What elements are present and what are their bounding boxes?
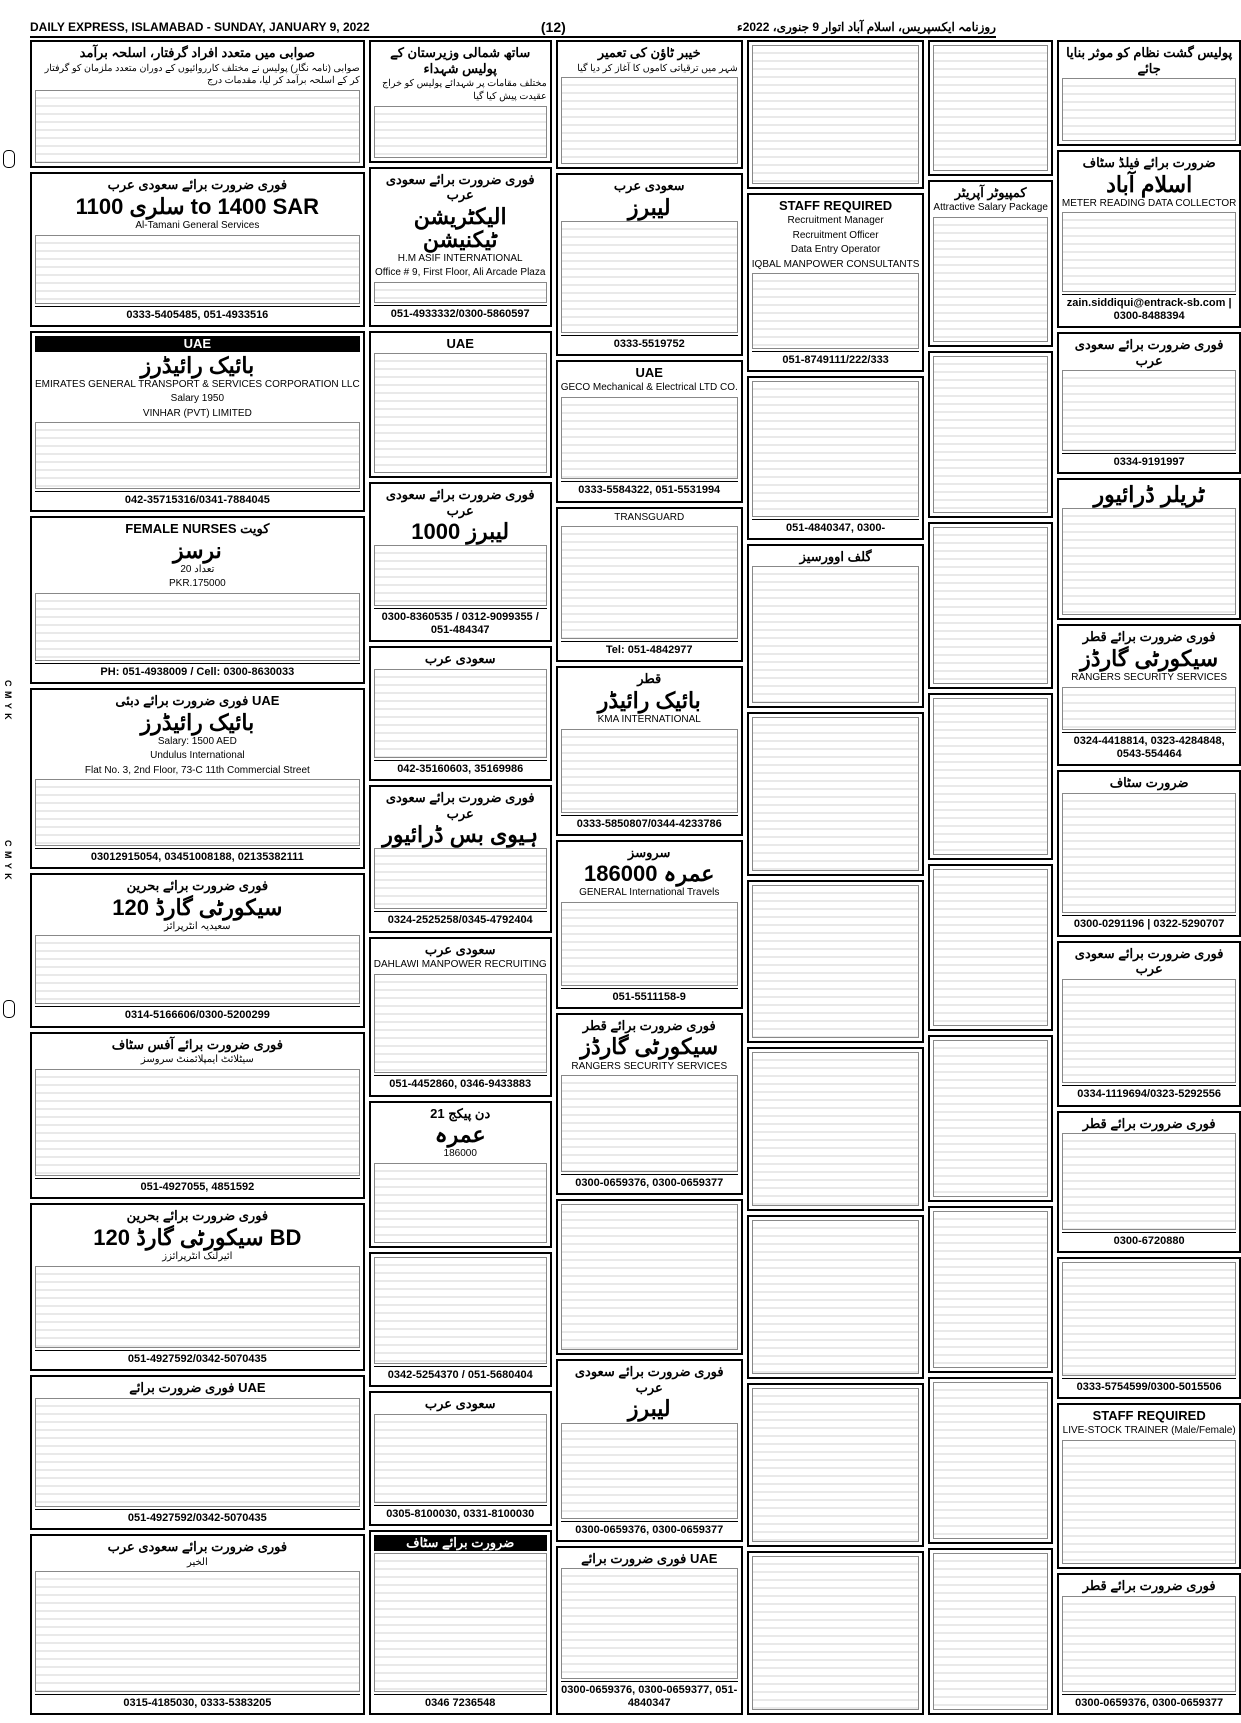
news-headline: خیبر ٹاؤن کی تعمیر	[597, 45, 701, 60]
ad-phone: 0333-5405485, 051-4933516	[35, 306, 360, 322]
ad-title: فوری ضرورت برائے دبئی UAE	[115, 692, 280, 708]
ad-title: فوری ضرورت برائے قطر	[1082, 1115, 1216, 1131]
ad-phone: 03012915054, 03451008188, 02135382111	[35, 848, 360, 864]
ad-title: سعودی عرب	[424, 941, 496, 957]
ad-body-fill	[752, 1220, 920, 1374]
ad-phone: 051-5511158-9	[561, 988, 738, 1004]
classified-ad	[30, 873, 365, 1028]
page-column	[556, 40, 743, 1715]
ad-phone: 0333-5584322, 051-5531994	[561, 481, 738, 497]
classified-ad	[30, 172, 365, 327]
ad-title: فوری ضرورت برائے سعودی عرب	[1074, 945, 1224, 977]
classified-ad	[369, 1530, 552, 1715]
ad-title: فوری ضرورت برائے سعودی عرب	[574, 1364, 724, 1395]
ad-title: فوری ضرورت برائے قطر	[582, 1017, 716, 1033]
ad-headline: الیکٹریشن ٹیکنیشن	[413, 203, 507, 252]
ad-detail-line: تعداد 20	[180, 563, 215, 575]
ad-body-fill	[374, 282, 547, 303]
registration-mark-label: C M Y K	[3, 680, 13, 721]
news-story	[30, 40, 365, 168]
ad-title: FEMALE NURSES کویت	[125, 521, 270, 537]
ad-phone: 051-4452860, 0346-9433883	[374, 1075, 547, 1091]
news-story	[369, 40, 552, 163]
classified-ad	[369, 646, 552, 781]
news-headline: صوابی میں متعدد افراد گرفتار، اسلحہ برآمد	[79, 45, 316, 60]
masthead-left: DAILY EXPRESS, ISLAMABAD - SUNDAY, JANUARY 9, 2022	[30, 20, 370, 34]
ad-title: قطر	[637, 671, 662, 687]
ad-title: فوری ضرورت برائے بحرین	[126, 1208, 269, 1224]
ad-title: UAE	[446, 335, 474, 351]
ad-detail-line: Data Entry Operator	[790, 244, 881, 256]
classified-ad	[556, 1199, 743, 1355]
ad-detail-line: PKR.175000	[169, 578, 226, 590]
ad-phone: 0305-8100030, 0331-8100030	[374, 1505, 547, 1521]
ad-body-fill	[933, 1382, 1048, 1539]
text-column-fill	[1062, 78, 1236, 141]
ad-phone: 0333-5850807/0344-4233786	[561, 815, 738, 831]
classified-ad	[1057, 1257, 1241, 1399]
ad-body-fill	[561, 1075, 738, 1172]
classified-ad	[928, 1206, 1053, 1373]
classified-ad	[1057, 941, 1241, 1107]
text-column-fill	[933, 45, 1048, 171]
classified-ad	[369, 482, 552, 642]
ad-body-fill	[561, 729, 738, 813]
classified-ad	[1057, 770, 1241, 936]
classified-ad	[928, 864, 1053, 1031]
ad-headline: بائیک رائیڈرز	[140, 352, 255, 378]
ad-body-fill	[35, 935, 360, 1004]
ad-phone: 0300-0659376, 0300-0659377	[1062, 1694, 1236, 1710]
ad-title: ضرورت برائے فیلڈ سٹاف	[1082, 155, 1216, 171]
ad-phone: 0334-1119694/0323-5292556	[1062, 1085, 1236, 1101]
classified-ad	[747, 880, 925, 1044]
ad-title: فوری ضرورت برائے سعودی عرب	[385, 790, 535, 821]
classified-ad	[928, 1377, 1053, 1544]
news-body: صوابی (نامہ نگار) پولیس نے مختلف کارروائیوں کے دوران متعدد ملزمان کو گرفتار کر کے اسلحہ برآمد کر لیا، مقدمات درج	[44, 62, 360, 87]
ad-phone: 051-4927055, 4851592	[35, 1178, 360, 1194]
ad-phone: Tel: 051-4842977	[561, 641, 738, 657]
ad-headline: اسلام آباد	[1106, 171, 1193, 197]
ad-body-fill	[752, 566, 920, 702]
page-column	[30, 40, 365, 1715]
ad-phone: 051-8749111/222/333	[752, 351, 920, 367]
ad-detail-line: 186000	[443, 1148, 477, 1160]
ad-title: UAE	[635, 364, 663, 380]
news-story	[556, 40, 743, 169]
ad-detail-line: Office # 9, First Floor, Ali Arcade Plaza	[374, 267, 546, 279]
ad-detail-line: Flat No. 3, 2nd Floor, 73-C 11th Commercial Street	[84, 764, 310, 776]
ad-body-fill	[561, 1568, 738, 1678]
ad-body-fill	[933, 527, 1048, 684]
ad-body-fill	[933, 698, 1048, 855]
ad-phone: 0300-8360535 / 0312-9099355 / 051-484347	[374, 608, 547, 637]
ad-body-fill	[1062, 1440, 1236, 1564]
classified-ad	[747, 1551, 925, 1715]
ad-body-fill	[561, 1204, 738, 1350]
classified-ad	[556, 840, 743, 1009]
ad-body-fill	[933, 1211, 1048, 1368]
ad-body-fill	[1062, 979, 1236, 1084]
ad-detail-line: GENERAL International Travels	[579, 887, 720, 899]
ad-phone: 0342-5254370 / 051-5680404	[374, 1366, 547, 1382]
classified-ad	[30, 1534, 365, 1715]
page-number: (12)	[540, 19, 566, 35]
ad-body-fill	[374, 1414, 547, 1503]
ad-headline: لیبرز 1000	[411, 519, 510, 545]
ad-body-fill	[561, 902, 738, 986]
classified-ad	[747, 376, 925, 540]
ad-body-fill	[1062, 370, 1236, 451]
page-column	[1057, 40, 1241, 1715]
ad-title: فوری ضرورت برائے UAE	[581, 1550, 718, 1566]
ad-title: UAE	[35, 336, 360, 352]
ad-body-fill	[35, 779, 360, 846]
text-column-fill	[752, 45, 920, 184]
ad-headline: سیکورٹی گارڈز	[1080, 645, 1219, 671]
ad-detail-line: IQBAL MANPOWER CONSULTANTS	[751, 258, 920, 270]
ad-body-fill	[933, 869, 1048, 1026]
classified-ad	[747, 1047, 925, 1211]
ad-title: فوری ضرورت برائے UAE	[129, 1380, 266, 1396]
ad-detail-line: LIVE-STOCK TRAINER (Male/Female)	[1062, 1425, 1236, 1437]
ad-body-fill	[752, 273, 920, 349]
classified-ad	[30, 516, 365, 684]
ad-phone: 0324-2525258/0345-4792404	[374, 911, 547, 927]
ad-detail-line: Undulus International	[150, 750, 245, 762]
ad-phone: 0333-5519752	[561, 335, 738, 351]
ad-detail-line: Al-Tamani General Services	[135, 220, 260, 232]
classified-ad	[369, 1391, 552, 1526]
classified-ad	[369, 1101, 552, 1249]
classified-ad	[556, 1546, 743, 1715]
ad-headline: سیکورٹی گارڈ 120	[112, 894, 283, 920]
ad-headline: بائیک رائیڈر	[597, 688, 701, 714]
news-body: شہر میں ترقیاتی کاموں کا آغاز کر دیا گیا	[577, 62, 738, 74]
page-column	[747, 40, 925, 1715]
ad-detail-line: الخیر	[186, 1556, 208, 1568]
ad-body-fill	[1062, 508, 1236, 615]
ad-title: ضرورت سٹاف	[1109, 775, 1189, 791]
ad-body-fill	[374, 1553, 547, 1692]
classified-ad	[369, 331, 552, 479]
ad-title: سروسز	[628, 844, 671, 860]
ad-body-fill	[35, 593, 360, 661]
ad-detail-line: Recruitment Manager	[787, 215, 884, 227]
classified-ad	[1057, 150, 1241, 328]
ad-body-fill	[35, 1069, 360, 1177]
ad-headline: لیبرز	[627, 1396, 671, 1422]
ad-title: فوری ضرورت برائے قطر	[1082, 629, 1216, 645]
ad-body-fill	[374, 669, 547, 758]
ad-detail-line: Recruitment Officer	[792, 229, 879, 241]
classified-ad	[928, 1035, 1053, 1202]
classified-ad	[747, 193, 925, 372]
ad-headline: ٹریلر ڈرائیور	[1093, 482, 1205, 508]
ad-title: سعودی عرب	[424, 651, 496, 666]
ad-body-fill	[374, 1163, 547, 1243]
ad-detail-line: GECO Mechanical & Electrical LTD CO.	[560, 382, 738, 394]
ad-body-fill	[933, 217, 1048, 342]
ad-title: فوری ضرورت برائے سعودی عرب	[107, 1538, 288, 1554]
ad-body-fill	[561, 397, 738, 479]
classified-ad	[928, 693, 1053, 860]
classified-ad	[556, 507, 743, 663]
ad-body-fill	[752, 717, 920, 871]
ad-detail-line: سعیدیہ انٹرپرائز	[164, 920, 231, 932]
classified-ad	[369, 937, 552, 1097]
classified-ad	[747, 544, 925, 708]
ad-body-fill	[752, 1556, 920, 1710]
classified-ad	[1057, 1403, 1241, 1569]
text-column-fill	[374, 106, 547, 158]
ad-phone: 0334-9191997	[1062, 453, 1236, 469]
ad-title: فوری ضرورت برائے سعودی عرب	[107, 177, 288, 193]
masthead-right: روزنامہ ایکسپریس، اسلام آباد اتوار 9 جنوری، 2022ء	[737, 20, 996, 34]
ad-body-fill	[752, 1052, 920, 1206]
ad-headline: سیکورٹی گارڈ 120 BD	[93, 1225, 302, 1251]
ad-body-fill	[374, 848, 547, 909]
ad-title: کمپیوٹر آپریٹر	[954, 184, 1027, 200]
classified-ad	[928, 351, 1053, 518]
ad-body-fill	[1062, 1262, 1236, 1376]
ad-title: فوری ضرورت برائے سعودی عرب	[385, 487, 535, 518]
ad-detail-line: Attractive Salary Package	[933, 202, 1048, 214]
news-headline: پولیس گشت نظام کو موثر بنایا جائے	[1066, 45, 1233, 76]
registration-mark-label: C M Y K	[3, 840, 13, 881]
ad-detail-line: Salary 1950	[170, 393, 225, 405]
ad-headline: عمرہ 186000	[584, 861, 715, 887]
ad-title: ضرورت برائے سٹاف	[374, 1535, 547, 1551]
classified-ad	[928, 522, 1053, 689]
page-column	[928, 40, 1053, 1715]
text-column-fill	[35, 90, 360, 163]
ad-headline: سلری 1100 to 1400 SAR	[75, 193, 320, 219]
ad-phone: 0315-4185030, 0333-5383205	[35, 1694, 360, 1710]
ad-detail-line: VINHAR (PVT) LIMITED	[142, 407, 252, 419]
news-story	[1057, 40, 1241, 146]
ad-body-fill	[35, 235, 360, 304]
ad-phone: 042-35160603, 35169986	[374, 760, 547, 776]
classified-ad	[30, 331, 365, 512]
classified-ad	[1057, 1111, 1241, 1253]
ad-headline: عمرہ	[434, 1122, 486, 1148]
ad-body-fill	[933, 356, 1048, 513]
ad-phone: 042-35715316/0341-7884045	[35, 491, 360, 507]
ad-body-fill	[1062, 793, 1236, 913]
ad-body-fill	[374, 545, 547, 605]
ad-body-fill	[561, 1423, 738, 1519]
ad-body-fill	[1062, 1133, 1236, 1229]
ad-title: فوری ضرورت برائے سعودی عرب	[1074, 337, 1224, 368]
classified-ad	[369, 167, 552, 327]
classified-ad	[556, 1359, 743, 1541]
ad-body-fill	[752, 1388, 920, 1542]
classified-ad	[747, 1215, 925, 1379]
ad-title: فوری ضرورت برائے قطر	[1082, 1577, 1216, 1593]
classified-ad	[556, 173, 743, 355]
ad-body-fill	[35, 1571, 360, 1692]
classified-ad	[1057, 478, 1241, 620]
ad-headline: لیبرز	[627, 195, 671, 220]
ad-body-fill	[35, 1398, 360, 1507]
classified-ad	[1057, 332, 1241, 474]
ad-title: STAFF REQUIRED	[779, 197, 893, 213]
news-headline: ساتھ شمالی وزیرستان کے پولیس شہداء	[390, 45, 531, 76]
ad-detail-line: TRANSGUARD	[614, 511, 685, 523]
ad-phone: 0300-0291196 | 0322-5290707	[1062, 915, 1236, 931]
ad-title: STAFF REQUIRED	[1092, 1407, 1206, 1423]
ad-body-fill	[374, 353, 547, 473]
classified-ad	[556, 666, 743, 835]
ad-phone: 051-4933332/0300-5860597	[374, 305, 547, 321]
ad-body-fill	[561, 221, 738, 333]
ad-body-fill	[561, 526, 738, 639]
ad-phone: 0346 7236548	[374, 1694, 547, 1710]
ad-grid	[30, 40, 1237, 1715]
ad-phone: 0300-0659376, 0300-0659377	[561, 1174, 738, 1190]
ad-detail-line: DAHLAWI MANPOWER RECRUITING	[373, 959, 547, 971]
news-body: مختلف مقامات پر شہدائے پولیس کو خراج عقیدت پیش کیا گیا	[382, 78, 547, 102]
ad-body-fill	[374, 974, 547, 1074]
ad-phone: PH: 051-4938009 / Cell: 0300-8630033	[35, 663, 360, 679]
ad-detail-line: RANGERS SECURITY SERVICES	[1071, 672, 1228, 684]
ad-body-fill	[1062, 687, 1236, 731]
ad-title: فوری ضرورت برائے آفس سٹاف	[111, 1036, 283, 1052]
classified-ad	[928, 180, 1053, 347]
ad-body-fill	[933, 1040, 1048, 1197]
ad-phone: 0300-0659376, 0300-0659377, 051-4840347	[561, 1681, 738, 1710]
ad-title: گلف اوورسیز	[799, 548, 872, 564]
ad-body-fill	[35, 1266, 360, 1348]
classified-ad	[369, 1252, 552, 1387]
ad-detail-line: EMIRATES GENERAL TRANSPORT & SERVICES CORPORATION LLC	[35, 378, 360, 390]
classified-ad	[369, 785, 552, 933]
ad-phone: 0333-5754599/0300-5015506	[1062, 1378, 1236, 1394]
ad-body-fill	[752, 381, 920, 517]
ad-detail-line: Salary: 1500 AED	[157, 735, 237, 747]
ad-phone: 0324-4418814, 0323-4284848, 0543-554464	[1062, 732, 1236, 761]
ad-headline: بائیک رائیڈرز	[140, 709, 255, 735]
ad-detail-line: METER READING DATA COLLECTOR	[1061, 197, 1237, 209]
classified-ad	[30, 1203, 365, 1371]
ad-phone: 0300-6720880	[1062, 1232, 1236, 1248]
text-column-fill	[561, 77, 738, 164]
ad-body-fill	[933, 1553, 1048, 1710]
ad-phone: 0300-0659376, 0300-0659377	[561, 1521, 738, 1537]
registration-mark	[3, 1000, 15, 1018]
ad-phone: 051-4927592/0342-5070435	[35, 1509, 360, 1525]
ad-title: فوری ضرورت برائے بحرین	[126, 877, 269, 893]
ad-title: 21 دن پیکج	[430, 1105, 491, 1121]
ad-detail-line: H.M ASIF INTERNATIONAL	[397, 252, 523, 264]
ad-detail-line: ائیرلنک انٹرپرائزز	[162, 1251, 233, 1263]
classified-ad	[556, 1013, 743, 1195]
page-column	[369, 40, 552, 1715]
ad-body-fill	[35, 422, 360, 489]
ad-detail-line: KMA INTERNATIONAL	[597, 714, 701, 726]
ad-phone: 0314-5166606/0300-5200299	[35, 1006, 360, 1022]
classified-ad	[747, 712, 925, 876]
ad-body-fill	[752, 885, 920, 1039]
classified-ad	[30, 1032, 365, 1200]
masthead	[30, 18, 996, 38]
classified-ad	[30, 688, 365, 869]
ad-headline: ہیوی بس ڈرائیور	[382, 822, 539, 848]
classified-ad	[928, 1548, 1053, 1715]
registration-mark	[3, 150, 15, 168]
ad-body-fill	[1062, 1596, 1236, 1692]
classified-ad	[747, 1383, 925, 1547]
ad-phone: 051-4927592/0342-5070435	[35, 1350, 360, 1366]
ad-title: سعودی عرب	[424, 1396, 496, 1411]
ad-detail-line: سیٹلائٹ ایمپلائمنٹ سروسز	[140, 1054, 254, 1066]
ad-headline: نرسز	[172, 537, 222, 563]
classified-ad	[30, 1375, 365, 1530]
classified-ad	[1057, 1573, 1241, 1715]
classified-ad	[556, 360, 743, 503]
ad-title: فوری ضرورت برائے سعودی عرب	[385, 171, 535, 203]
ad-phone: 051-4840347, 0300-	[752, 519, 920, 535]
ad-body-fill	[1062, 212, 1236, 292]
news-story	[928, 40, 1053, 176]
ad-body-fill	[374, 1257, 547, 1364]
classified-ad	[1057, 624, 1241, 766]
ad-phone: zain.siddiqui@entrack-sb.com | 0300-8488394	[1062, 294, 1236, 323]
ad-headline: سیکورٹی گارڈز	[580, 1034, 719, 1060]
ad-detail-line: RANGERS SECURITY SERVICES	[571, 1060, 728, 1072]
ad-title: سعودی عرب	[613, 178, 685, 194]
news-story	[747, 40, 925, 189]
